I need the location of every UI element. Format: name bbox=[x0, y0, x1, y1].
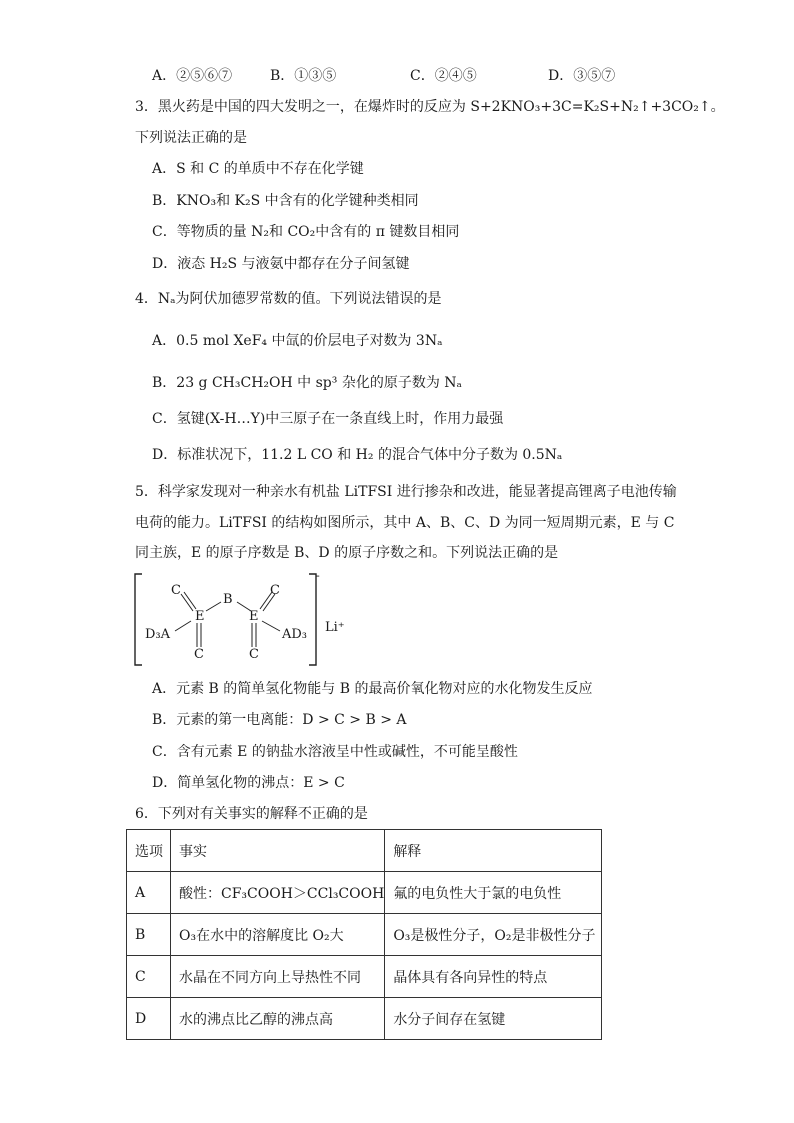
atom-c-top-left: C bbox=[171, 583, 181, 598]
q5-stem-line3: 同主族，E 的原子序数是 B、D 的原子序数之和。下列说法正确的是 bbox=[135, 545, 559, 561]
atom-c-top-right: C bbox=[270, 583, 280, 598]
table-row bbox=[127, 872, 602, 914]
table-cell: 水晶在不同方向上导热性不同 bbox=[171, 956, 385, 998]
q5-option-b: B．元素的第一电离能：D > C > B > A bbox=[152, 712, 407, 728]
structure-bonds bbox=[133, 571, 363, 667]
q2-option-b: B．①③⑤ bbox=[270, 68, 337, 84]
table-cell: O₃是极性分子，O₂是非极性分子 bbox=[385, 914, 602, 956]
table-cell: C bbox=[127, 956, 171, 998]
q2-option-c: C．②④⑤ bbox=[410, 68, 477, 84]
q5-option-a: A．元素 B 的简单氢化物能与 B 的最高价氧化物对应的水化物发生反应 bbox=[152, 681, 593, 697]
header-option: 选项 bbox=[127, 830, 171, 872]
q2-option-d: D．③⑤⑦ bbox=[548, 68, 616, 84]
table-row bbox=[127, 956, 602, 998]
q5-option-d: D．简单氢化物的沸点：E > C bbox=[152, 775, 345, 791]
table-cell: 氟的电负性大于氯的电负性 bbox=[385, 872, 602, 914]
counter-ion-li: Li⁺ bbox=[325, 620, 345, 635]
table-cell: O₃在水中的溶解度比 O₂大 bbox=[171, 914, 385, 956]
table-row bbox=[127, 998, 602, 1040]
q5-option-c: C．含有元素 E 的钠盐水溶液呈中性或碱性，不可能呈酸性 bbox=[152, 744, 518, 760]
atom-b: B bbox=[223, 592, 233, 607]
q5-stem-line2: 电荷的能力。LiTFSI 的结构如图所示，其中 A、B、C、D 为同一短周期元素，E 与 C bbox=[135, 515, 675, 531]
q4-option-d: D．标准状况下，11.2 L CO 和 H₂ 的混合气体中分子数为 0.5Nₐ bbox=[152, 447, 563, 463]
table-cell: A bbox=[127, 872, 171, 914]
q2-options bbox=[152, 66, 672, 86]
table-cell: 晶体具有各向异性的特点 bbox=[385, 956, 602, 998]
table-cell: 水的沸点比乙醇的沸点高 bbox=[171, 998, 385, 1040]
q4-stem: 4．Nₐ为阿伏加德罗常数的值。下列说法错误的是 bbox=[135, 291, 442, 307]
q4-option-a: A．0.5 mol XeF₄ 中氙的价层电子对数为 3Nₐ bbox=[152, 333, 443, 349]
q2-option-a: A．②⑤⑥⑦ bbox=[152, 68, 233, 84]
q3-option-a: A．S 和 C 的单质中不存在化学键 bbox=[152, 161, 364, 177]
q6-stem: 6．下列对有关事实的解释不正确的是 bbox=[135, 806, 368, 822]
table-row bbox=[127, 914, 602, 956]
atom-e-right: E bbox=[249, 609, 259, 624]
group-ad3: AD₃ bbox=[282, 627, 308, 642]
table-cell: 酸性：CF₃COOH＞CCl₃COOH bbox=[171, 872, 385, 914]
table-cell: 水分子间存在氢键 bbox=[385, 998, 602, 1040]
q5-stem-line1: 5．科学家发现对一种亲水有机盐 LiTFSI 进行掺杂和改进，能显著提高锂离子电池传输 bbox=[135, 484, 677, 500]
table-cell: D bbox=[127, 998, 171, 1040]
q3-option-b: B．KNO₃和 K₂S 中含有的化学键种类相同 bbox=[152, 193, 419, 209]
q3-option-d: D．液态 H₂S 与液氨中都存在分子间氢键 bbox=[152, 256, 410, 272]
group-d3a: D₃A bbox=[145, 627, 171, 642]
table-header-row bbox=[127, 830, 602, 872]
q4-option-c: C．氢键(X-H…Y)中三原子在一条直线上时，作用力最强 bbox=[152, 411, 504, 427]
anion-charge: - bbox=[316, 569, 320, 582]
header-fact: 事实 bbox=[171, 830, 385, 872]
q3-option-c: C．等物质的量 N₂和 CO₂中含有的 π 键数目相同 bbox=[152, 224, 460, 240]
q3-stem-line2: 下列说法正确的是 bbox=[135, 130, 247, 146]
table-cell: B bbox=[127, 914, 171, 956]
litfsi-structure-diagram bbox=[133, 571, 363, 667]
q3-stem-line1: 3．黑火药是中国的四大发明之一，在爆炸时的反应为 S+2KNO₃+3C=K₂S+N₂↑+3CO₂↑。 bbox=[135, 99, 725, 115]
facts-table bbox=[126, 829, 602, 1040]
atom-c-bottom-left: C bbox=[194, 647, 204, 662]
header-explanation: 解释 bbox=[385, 830, 602, 872]
q4-option-b: B．23 g CH₃CH₂OH 中 sp³ 杂化的原子数为 Nₐ bbox=[152, 375, 462, 391]
atom-c-bottom-right: C bbox=[249, 647, 259, 662]
atom-e-left: E bbox=[195, 609, 205, 624]
